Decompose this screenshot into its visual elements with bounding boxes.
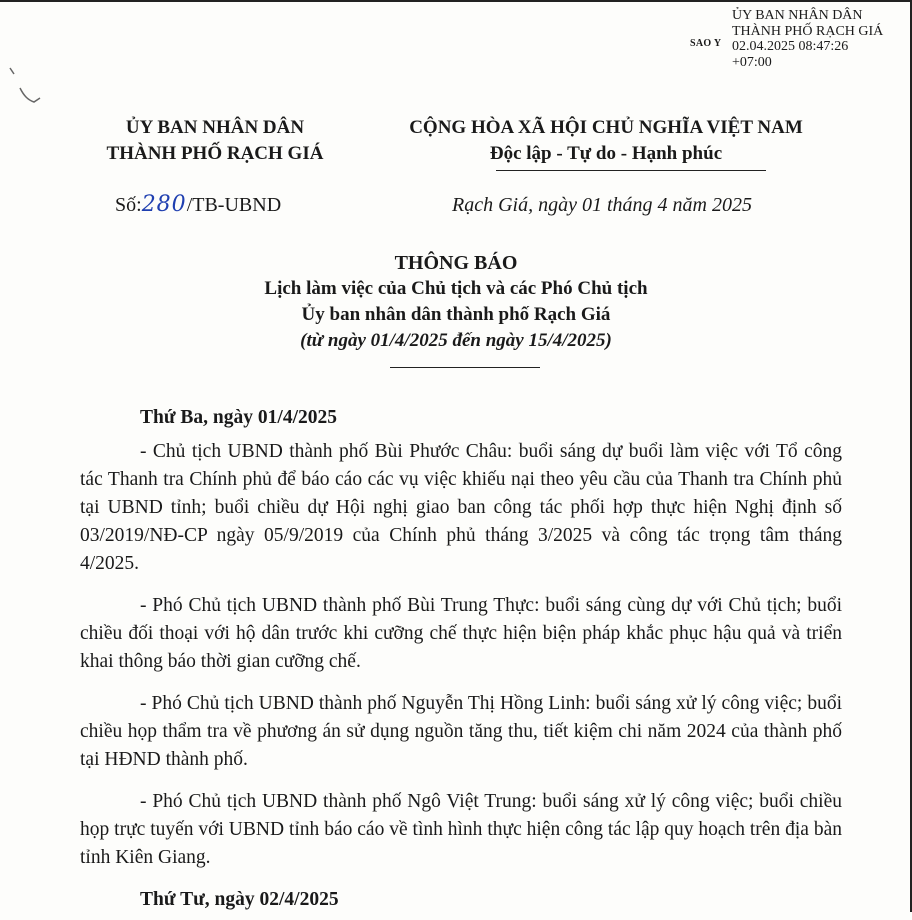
- document-title-block: [0, 250, 912, 354]
- authority-line1: ỦY BAN NHÂN DÂN: [125, 117, 305, 138]
- schedule-body: [80, 404, 842, 920]
- document-number: [115, 192, 281, 217]
- stamp-details: [732, 8, 883, 70]
- page-top-edge: [0, 0, 912, 2]
- authority-line2: THÀNH PHỐ RẠCH GIÁ: [106, 143, 324, 164]
- national-motto: Độc lập - Tự do - Hạnh phúc: [489, 143, 723, 164]
- stamp-label: SAO Y: [690, 38, 722, 49]
- schedule-item: - Phó Chủ tịch UBND thành phố Bùi Trung Thực: buổi sáng cùng dự với Chủ tịch; buổi chiều đối thoại với hộ dân trước khi cưỡng chế thực hiện biện pháp khắc phục hậu quả và triển khai thông báo thời gian cưỡng chế.: [80, 595, 842, 672]
- doc-number-suffix: /TB-UBND: [186, 194, 282, 216]
- doc-number-prefix: Số:: [115, 194, 142, 216]
- title-subject: Lịch làm việc của Chủ tịch và các Phó Chủ tịch: [264, 278, 648, 299]
- place-date: Rạch Giá, ngày 01 tháng 4 năm 2025: [452, 194, 752, 216]
- title-organization: Ủy ban nhân dân thành phố Rạch Giá: [301, 304, 611, 325]
- schedule-item: - Phó Chủ tịch UBND thành phố Nguyễn Thị Hồng Linh: buổi sáng xử lý công việc; buổi chiều họp thẩm tra về phương án sử dụng nguồn tăng thu, tiết kiệm chi năm 2024 của thành phố tại HĐND thành phố.: [80, 693, 842, 770]
- day-heading: Thứ Tư, ngày 02/4/2025: [140, 889, 339, 910]
- stamp-timezone: +07:00: [732, 54, 772, 70]
- schedule-item: - Phó Chủ tịch UBND thành phố Ngô Việt Trung: buổi sáng xử lý công việc; buổi chiều họp trực tuyến với UBND tỉnh báo cáo về tình hình thực hiện công tác lập quy hoạch trên địa bàn tỉnh Kiên Giang.: [80, 791, 842, 868]
- motto-underline: [496, 170, 766, 171]
- title-underline: [390, 367, 540, 368]
- scan-mark-icon: [6, 66, 46, 112]
- national-header: [372, 115, 840, 167]
- day-heading: Thứ Ba, ngày 01/4/2025: [140, 407, 337, 428]
- doc-number-handwritten: 280: [141, 192, 187, 217]
- title-period: (từ ngày 01/4/2025 đến ngày 15/4/2025): [300, 330, 612, 351]
- stamp-org-line2: THÀNH PHỐ RẠCH GIÁ: [732, 23, 884, 39]
- national-name: CỘNG HÒA XÃ HỘI CHỦ NGHĨA VIỆT NAM: [409, 117, 803, 138]
- issuing-authority: [80, 115, 350, 167]
- schedule-item: - Chủ tịch UBND thành phố Bùi Phước Châu: buổi sáng dự buổi làm việc với Tổ công tác Thanh tra Chính phủ để báo cáo các vụ việc khiếu nại theo yêu cầu của Thanh tra Chính phủ tại UBND tỉnh; buổi chiều dự Hội nghị giao ban công tác phối hợp thực hiện Nghị định số 03/2019/NĐ-CP ngày 05/9/2019 của Chính phủ tháng 3/2025 và công tác trọng tâm tháng 4/2025.: [80, 441, 842, 574]
- stamp-datetime: 02.04.2025 08:47:26: [732, 39, 849, 54]
- stamp-org-line1: ỦY BAN NHÂN DÂN: [732, 8, 863, 23]
- document-title: THÔNG BÁO: [394, 252, 518, 274]
